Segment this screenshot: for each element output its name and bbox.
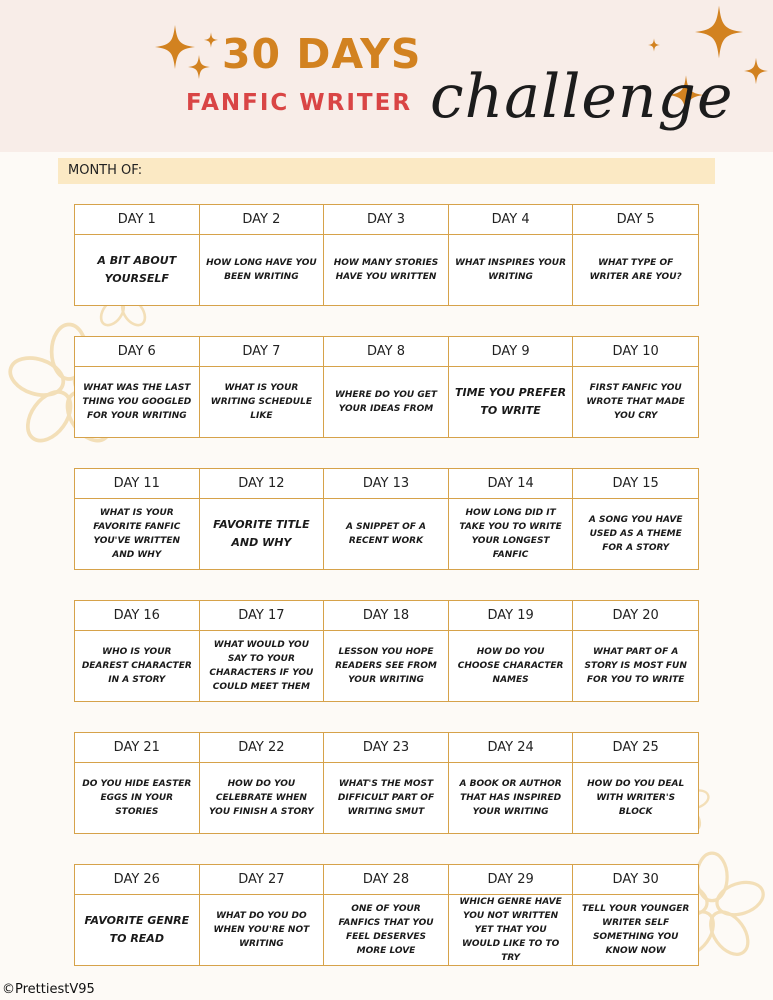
day-prompt: WHERE DO YOU GET YOUR IDEAS FROM	[324, 367, 449, 437]
day-label: DAY 10	[573, 337, 698, 367]
day-prompt: HOW DO YOU CHOOSE CHARACTER NAMES	[449, 631, 574, 701]
day-label: DAY 12	[200, 469, 325, 499]
week-row	[74, 732, 699, 834]
day-label: DAY 29	[449, 865, 574, 895]
day-prompt: TELL YOUR YOUNGER WRITER SELF SOMETHING YOU KNOW NOW	[582, 904, 690, 956]
sparkle-icon	[188, 55, 210, 79]
day-prompt: WHAT IS YOUR WRITING SCHEDULE LIKE	[200, 367, 325, 437]
day-label: DAY 19	[449, 601, 574, 631]
day-prompt: HOW LONG DID IT TAKE YOU TO WRITE YOUR LONGEST FANFIC	[449, 499, 574, 569]
day-label: DAY 24	[449, 733, 574, 763]
day-label: DAY 5	[573, 205, 698, 235]
day-label: DAY 20	[573, 601, 698, 631]
month-label: MONTH OF:	[68, 163, 143, 178]
day-label: DAY 23	[324, 733, 449, 763]
day-label: DAY 2	[200, 205, 325, 235]
day-prompt: DO YOU HIDE EASTER EGGS IN YOUR STORIES	[75, 763, 200, 833]
day-label: DAY 28	[324, 865, 449, 895]
day-prompt: WHAT WAS THE LAST THING YOU GOOGLED FOR YOUR WRITING	[75, 367, 200, 437]
day-label: DAY 18	[324, 601, 449, 631]
day-prompt: WHAT IS YOUR FAVORITE FANFIC YOU'VE WRITTEN AND WHY	[75, 499, 200, 569]
week-row	[74, 600, 699, 702]
day-prompt: A BIT ABOUT YOURSELF	[75, 235, 200, 305]
day-prompt: WHAT WOULD YOU SAY TO YOUR CHARACTERS IF YOU COULD MEET THEM	[200, 631, 325, 701]
day-label: DAY 25	[573, 733, 698, 763]
day-prompt: WHAT'S THE MOST DIFFICULT PART OF WRITING SMUT	[324, 763, 449, 833]
day-prompt: ONE OF YOUR FANFICS THAT YOU FEEL DESERVES MORE LOVE	[324, 895, 449, 965]
day-prompt: FIRST FANFIC YOU WROTE THAT MADE YOU CRY	[586, 383, 685, 421]
day-prompt: WHO IS YOUR DEAREST CHARACTER IN A STORY	[75, 631, 200, 701]
day-label: DAY 27	[200, 865, 325, 895]
day-label: DAY 17	[200, 601, 325, 631]
week-row	[74, 336, 699, 438]
day-prompt: A BOOK OR AUTHOR THAT HAS INSPIRED YOUR WRITING	[449, 763, 574, 833]
day-prompt: HOW DO YOU DEAL WITH WRITER'S BLOCK	[587, 779, 685, 817]
day-prompt: WHAT TYPE OF WRITER ARE YOU?	[589, 258, 682, 282]
day-label: DAY 9	[449, 337, 574, 367]
day-prompt: LESSON YOU HOPE READERS SEE FROM YOUR WRITING	[324, 631, 449, 701]
day-prompt: FAVORITE TITLE AND WHY	[200, 499, 325, 569]
week-row	[74, 468, 699, 570]
day-label: DAY 21	[75, 733, 200, 763]
day-prompt: HOW LONG HAVE YOU BEEN WRITING	[200, 235, 325, 305]
day-label: DAY 8	[324, 337, 449, 367]
day-label: DAY 4	[449, 205, 574, 235]
month-bar	[58, 158, 715, 184]
day-prompt: WHAT INSPIRES YOUR WRITING	[449, 235, 574, 305]
day-prompt: WHAT DO YOU DO WHEN YOU'RE NOT WRITING	[200, 895, 325, 965]
sparkle-icon	[695, 4, 743, 60]
sparkle-icon	[744, 56, 768, 86]
week-row	[74, 864, 699, 966]
day-label: DAY 6	[75, 337, 200, 367]
title-subtitle: FANFIC WRITER	[186, 90, 413, 116]
day-label: DAY 15	[573, 469, 698, 499]
day-prompt: TIME YOU PREFER TO WRITE	[449, 367, 574, 437]
day-prompt: FAVORITE GENRE TO READ	[75, 895, 200, 965]
day-label: DAY 13	[324, 469, 449, 499]
day-prompt: WHICH GENRE HAVE YOU NOT WRITTEN YET THAT YOU WOULD LIKE TO TO TRY	[449, 895, 574, 965]
day-label: DAY 1	[75, 205, 200, 235]
day-label: DAY 26	[75, 865, 200, 895]
day-label: DAY 11	[75, 469, 200, 499]
day-label: DAY 7	[200, 337, 325, 367]
week-row	[74, 204, 699, 306]
day-prompt: HOW DO YOU CELEBRATE WHEN YOU FINISH A STORY	[200, 763, 325, 833]
day-label: DAY 14	[449, 469, 574, 499]
day-prompt: A SNIPPET OF A RECENT WORK	[324, 499, 449, 569]
day-label: DAY 3	[324, 205, 449, 235]
sparkle-icon	[204, 32, 218, 48]
day-label: DAY 30	[573, 865, 698, 895]
day-label: DAY 16	[75, 601, 200, 631]
title-main: 30 DAYS	[222, 30, 422, 78]
day-prompt: WHAT PART OF A STORY IS MOST FUN FOR YOU TO WRITE	[584, 647, 687, 685]
copyright-text: ©PrettiestV95	[2, 982, 95, 997]
day-prompt: A SONG YOU HAVE USED AS A THEME FOR A STORY	[588, 515, 683, 553]
day-label: DAY 22	[200, 733, 325, 763]
day-prompt: HOW MANY STORIES HAVE YOU WRITTEN	[324, 235, 449, 305]
title-script: challenge	[430, 62, 734, 132]
sparkle-icon	[648, 38, 660, 52]
